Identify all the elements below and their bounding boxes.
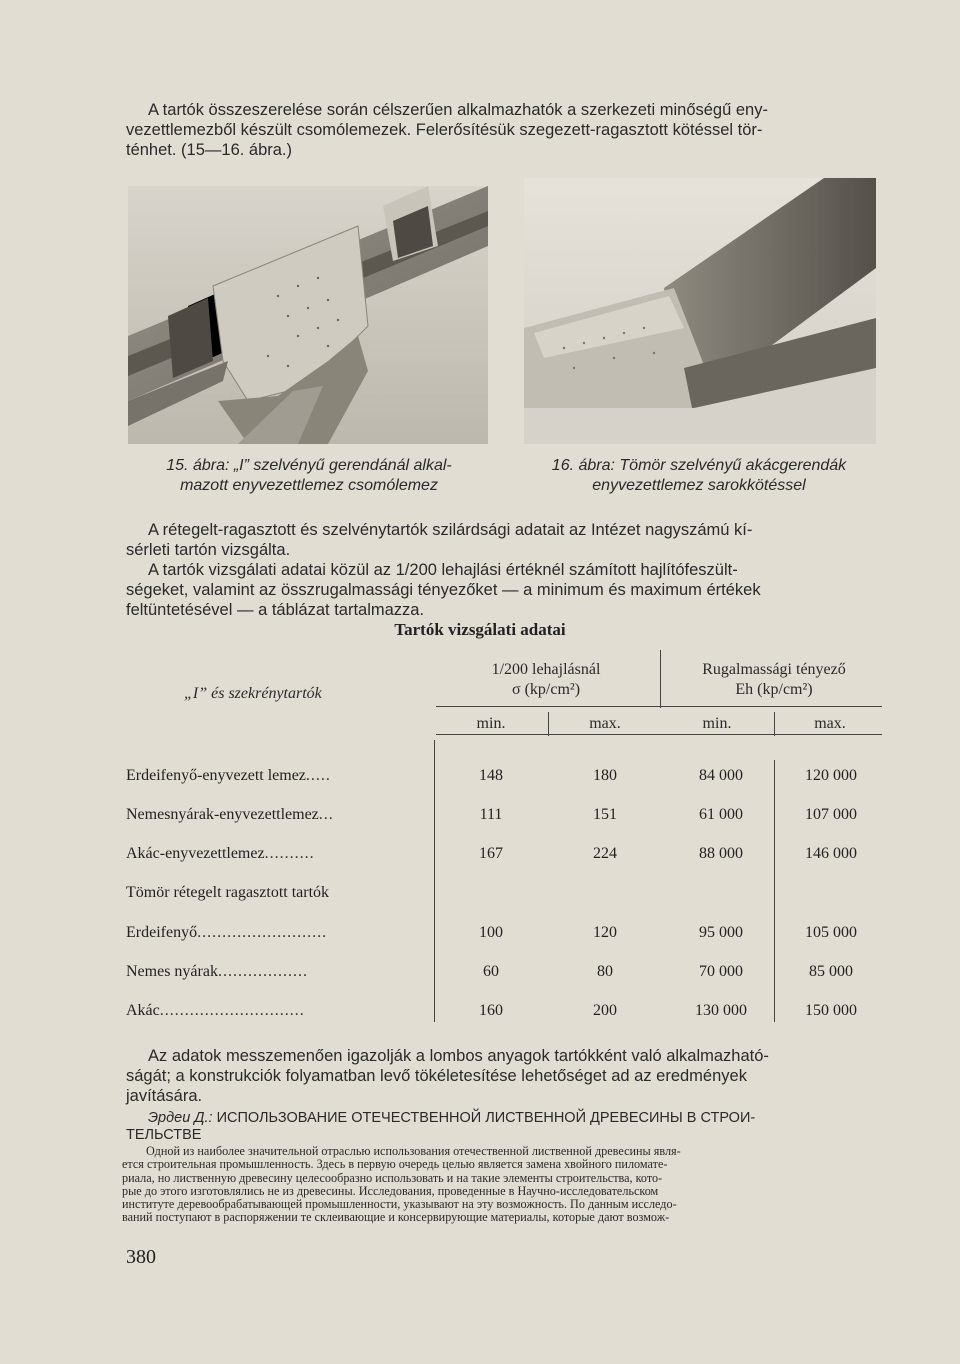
intro-line-2: vezettlemezből készült csomólemezek. Felerősítésük szegezett-ragasztott kötéssel tör-: [126, 121, 763, 139]
russian-body-line: рые до этого изготовлялись не из древесины. Исследования, проведенные в Научно-исследовательском: [122, 1183, 659, 1198]
table-cell: 107 000: [805, 806, 857, 823]
table-cell: 120: [593, 924, 617, 941]
row-leader: .....: [305, 767, 331, 784]
table-row: [0, 963, 960, 985]
russian-body-line: ваний поступают в распоряжении те склеивающие и консервирующие материалы, которые дают возмож-: [122, 1210, 670, 1225]
table-group2-header: [664, 660, 884, 700]
table-sub-1: min.: [476, 715, 506, 732]
table-row: [0, 924, 960, 946]
russian-title-line-2: ТЕЛЬСТВЕ: [126, 1127, 202, 1143]
table-header-divider: [660, 650, 661, 708]
table-cell: 146 000: [805, 845, 857, 862]
figure-16-image: [524, 178, 876, 444]
table-group1-header: [436, 660, 656, 700]
russian-summary-title: [126, 1110, 886, 1144]
table-cell: 105 000: [805, 924, 857, 941]
table-group1-line-1: 1/200 lehajlásnál: [491, 661, 601, 678]
table-row: [0, 767, 960, 789]
table-cell: 120 000: [805, 767, 857, 784]
conclusion-line-3: javítására.: [126, 1087, 203, 1105]
table-section-row: [0, 884, 960, 906]
table-cell: 180: [593, 767, 617, 784]
table-cell: 200: [593, 1002, 617, 1019]
figure-16-caption-line-2: enyvezettlemez sarokkötéssel: [592, 477, 806, 494]
table-cell: 167: [479, 845, 503, 862]
table-row: [0, 1002, 960, 1024]
row-leader: ..........: [264, 845, 315, 862]
table-cell: 80: [597, 963, 613, 980]
russian-body-line: институте деревообрабатывающей промышленности, указывают на эту возможность. По данным исследо-: [122, 1197, 677, 1212]
table-cell: 224: [593, 845, 617, 862]
table-cell: 60: [483, 963, 499, 980]
russian-title-text: ИСПОЛЬЗОВАНИЕ ОТЕЧЕСТВЕННОЙ ЛИСТВЕННОЙ ДРЕВЕСИНЫ В СТРОИ-: [212, 1110, 756, 1126]
table-row: [0, 806, 960, 828]
table-row-label: [126, 767, 426, 785]
table-row: [0, 845, 960, 867]
table-sub-rule: [436, 734, 882, 735]
table-cell: 151: [593, 806, 617, 823]
intro-line-1: A tartók összeszerelése során célszerűen alkalmazhatók a szerkezeti minőségű eny-: [148, 101, 768, 119]
figure-15-caption: [128, 456, 490, 496]
russian-author: Эрдеи Д.:: [148, 1110, 213, 1126]
table-title: Tartók vizsgálati adatai: [394, 620, 566, 639]
table-sub-divider-2: [774, 712, 775, 736]
para2-line-3: A tartók vizsgálati adatai közül az 1/200 lehajlási értéknél számított hajlítófeszült-: [148, 561, 738, 579]
conclusion-line-1: Az adatok messzemenően igazolják a lombos anyagok tartókként való alkalmazható-: [148, 1047, 769, 1065]
page-number: 380: [126, 1246, 156, 1268]
table-row-label: [126, 924, 426, 942]
table-cell: 130 000: [695, 1002, 747, 1019]
table-cell: 88 000: [699, 845, 743, 862]
row-label-text: Nemes nyárak: [126, 963, 218, 980]
row-leader: ...: [318, 806, 334, 823]
figure-16-photo: [524, 178, 876, 444]
table-group2-line-1: Rugalmassági tényező: [702, 661, 846, 678]
figure-16-caption: [516, 456, 882, 496]
para2-line-2: sérleti tartón vizsgálta.: [126, 541, 291, 559]
table-cell: 148: [479, 767, 503, 784]
figure-15-caption-line-2: mazott enyvezettlemez csomólemez: [180, 477, 438, 494]
table-cell: 100: [479, 924, 503, 941]
para2-line-1: A rétegelt-ragasztott és szelvénytartók szilárdsági adatait az Intézet nagyszámú kí-: [148, 521, 753, 539]
table-group1-line-2: σ (kp/cm²): [511, 681, 581, 698]
row-leader: ..................: [217, 963, 308, 980]
figure-15-image: [128, 186, 488, 444]
russian-body-line: ется строительная промышленность. Здесь в первую очередь целью является замена хвойного пиломате-: [122, 1157, 668, 1172]
table-cell: 61 000: [699, 806, 743, 823]
table-sub-3: min.: [702, 715, 732, 732]
table-cell: 150 000: [805, 1002, 857, 1019]
row-label-text: Akác: [126, 1002, 160, 1019]
row-leader: .............................: [159, 1002, 305, 1019]
table-cell: 111: [479, 806, 503, 823]
para2-line-5: feltüntetésével — a táblázat tartalmazza.: [126, 601, 425, 619]
figure-16-caption-line-1: 16. ábra: Tömör szelvényű akácgerendák: [551, 457, 847, 474]
table-header-rule: [436, 706, 882, 707]
table-group2-line-2: Eh (kp/cm²): [735, 681, 813, 698]
para2-line-4: ségeket, valamint az összrugalmassági tényezőket — a minimum és maximum értékek: [126, 581, 761, 599]
row-label-text: Nemesnyárak-enyvezettlemez: [126, 806, 319, 823]
table-section-label: Tömör rétegelt ragasztott tartók: [126, 884, 330, 901]
russian-body-line: риала, но лиственную древесину целесообразно использовать и на такие элементы строительства, кото-: [122, 1170, 663, 1185]
conclusion-line-2: ságát; a konstrukciók folyamatban levő tökéletesítése lehetőséget ad az eredmények: [126, 1067, 747, 1085]
table-cell: 95 000: [699, 924, 743, 941]
russian-title-line-1: [126, 1110, 886, 1127]
table-row-label: [126, 845, 426, 863]
russian-summary-body: [122, 1145, 884, 1225]
russian-body-line: Одной из наиболее значительной отраслью использования отечественной лиственной древесины явля-: [146, 1144, 681, 1158]
table-cell: 70 000: [699, 963, 743, 980]
table-row-label: [126, 1002, 426, 1020]
table-sub-4: max.: [814, 715, 846, 732]
figure-15-photo: [128, 186, 488, 444]
figure-15-caption-line-1: 15. ábra: „I” szelvényű gerendánál alkal-: [166, 457, 452, 474]
table-cell: 160: [479, 1002, 503, 1019]
row-label-text: Erdeifenyő: [126, 924, 198, 941]
row-label-text: Erdeifenyő-enyvezett lemez: [126, 767, 306, 784]
table-sub-2: max.: [589, 715, 621, 732]
table-cell: 85 000: [809, 963, 853, 980]
table-sub-divider-1: [548, 712, 549, 736]
table-row-label: [126, 806, 426, 824]
row-label-text: Akác-enyvezettlemez: [126, 845, 265, 862]
row-leader: ..........................: [197, 924, 328, 941]
table-cell: 84 000: [699, 767, 743, 784]
table-row-label: [126, 963, 426, 981]
intro-line-3: ténhet. (15—16. ábra.): [126, 141, 293, 159]
table-col-label: „I” és szekrénytartók: [184, 685, 322, 702]
